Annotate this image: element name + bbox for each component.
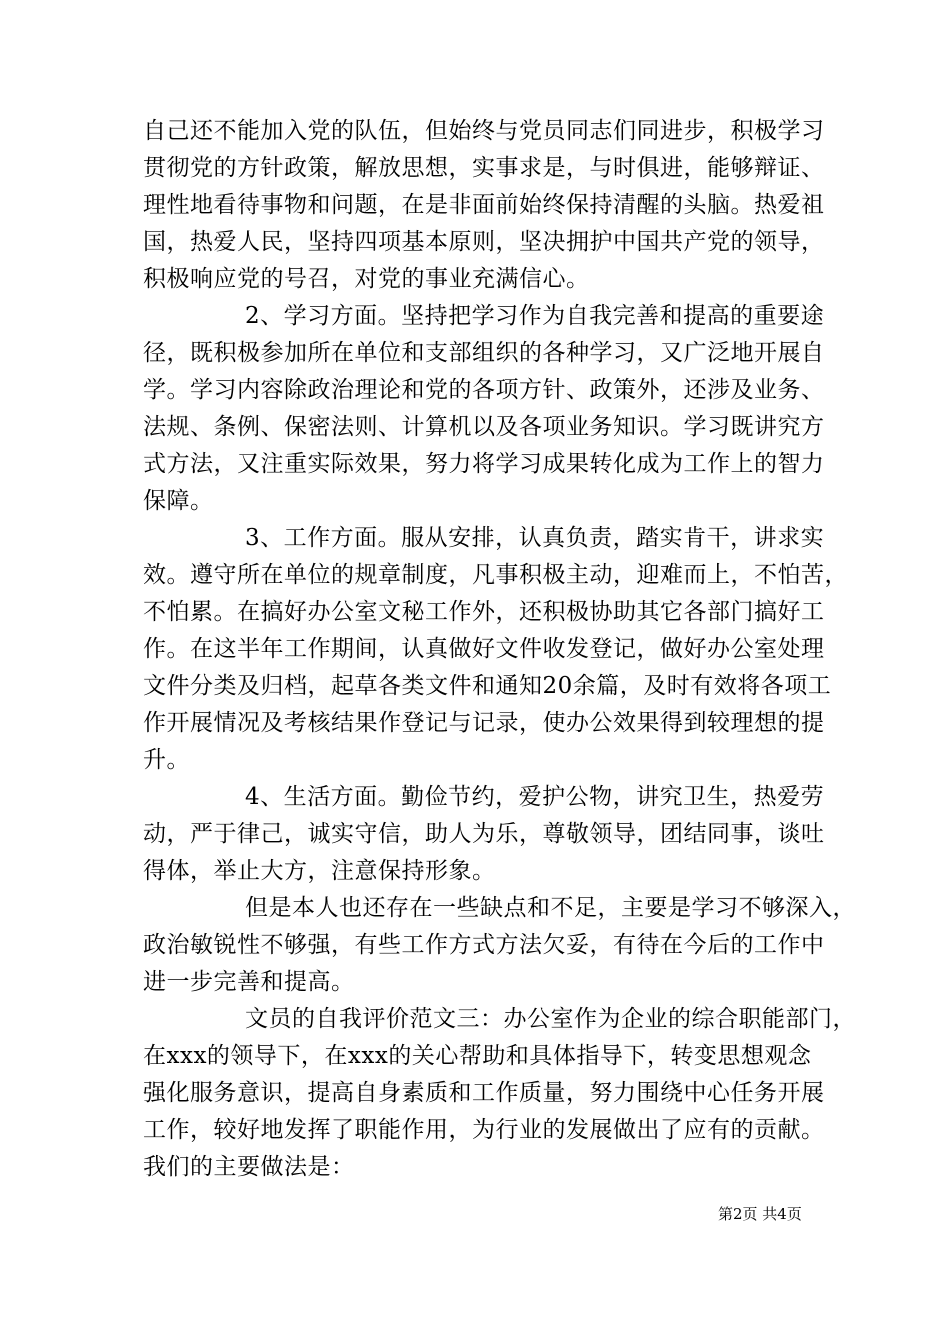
text-line: 动，严于律己，诚实守信，助人为乐，尊敬领导，团结同事，谈吐	[143, 821, 825, 847]
document-body	[143, 113, 856, 1186]
text-line: 积极响应党的号召，对党的事业充满信心。	[143, 266, 590, 292]
text-line: 强化服务意识，提高自身素质和工作质量，努力围绕中心任务开展	[143, 1080, 825, 1106]
text-line: 自己还不能加入党的队伍，但始终与党员同志们同进步，积极学习	[143, 118, 825, 144]
text-line: 式方法，又注重实际效果，努力将学习成果转化成为工作上的智力	[143, 451, 825, 477]
text-line: 学。学习内容除政治理论和党的各项方针、政策外，还涉及业务、	[143, 377, 825, 403]
paragraph-start-line: 3、工作方面。服从安排，认真负责，踏实肯干，讲求实	[245, 525, 825, 551]
text-line: 理性地看待事物和问题，在是非面前始终保持清醒的头脑。热爱祖	[143, 192, 825, 218]
paragraph-start-line: 文员的自我评价范文三：办公室作为企业的综合职能部门，	[245, 1006, 856, 1032]
paragraph-start-line: 2、学习方面。坚持把学习作为自我完善和提高的重要途	[245, 303, 825, 329]
text-line: 在xxx的领导下，在xxx的关心帮助和具体指导下，转变思想观念	[143, 1043, 812, 1069]
text-line: 升。	[143, 747, 190, 773]
text-line: 效。遵守所在单位的规章制度，凡事积极主动，迎难而上，不怕苦，	[143, 562, 848, 588]
text-line: 我们的主要做法是：	[143, 1154, 355, 1180]
paragraph-start-line: 但是本人也还存在一些缺点和不足，主要是学习不够深入，	[245, 895, 856, 921]
paragraph-start-line: 4、生活方面。勤俭节约，爱护公物，讲究卫生，热爱劳	[245, 784, 825, 810]
text-line: 径，既积极参加所在单位和支部组织的各种学习，又广泛地开展自	[143, 340, 825, 366]
text-line: 保障。	[143, 488, 214, 514]
text-line: 贯彻党的方针政策，解放思想，实事求是，与时俱进，能够辩证、	[143, 155, 825, 181]
text-line: 工作，较好地发挥了职能作用，为行业的发展做出了应有的贡献。	[143, 1117, 825, 1143]
text-line: 不怕累。在搞好办公室文秘工作外，还积极协助其它各部门搞好工	[143, 599, 825, 625]
text-line: 法规、条例、保密法则、计算机以及各项业务知识。学习既讲究方	[143, 414, 825, 440]
page-number: 第2页 共4页	[718, 1205, 802, 1223]
text-line: 国，热爱人民，坚持四项基本原则，坚决拥护中国共产党的领导，	[143, 229, 825, 255]
text-line: 作。在这半年工作期间，认真做好文件收发登记，做好办公室处理	[143, 636, 825, 662]
text-line: 作开展情况及考核结果作登记与记录，使办公效果得到较理想的提	[143, 710, 825, 736]
text-line: 进一步完善和提高。	[143, 969, 355, 995]
text-line: 得体，举止大方，注意保持形象。	[143, 858, 496, 884]
text-line: 政治敏锐性不够强，有些工作方式方法欠妥，有待在今后的工作中	[143, 932, 825, 958]
text-line: 文件分类及归档，起草各类文件和通知20余篇，及时有效将各项工	[143, 673, 832, 699]
